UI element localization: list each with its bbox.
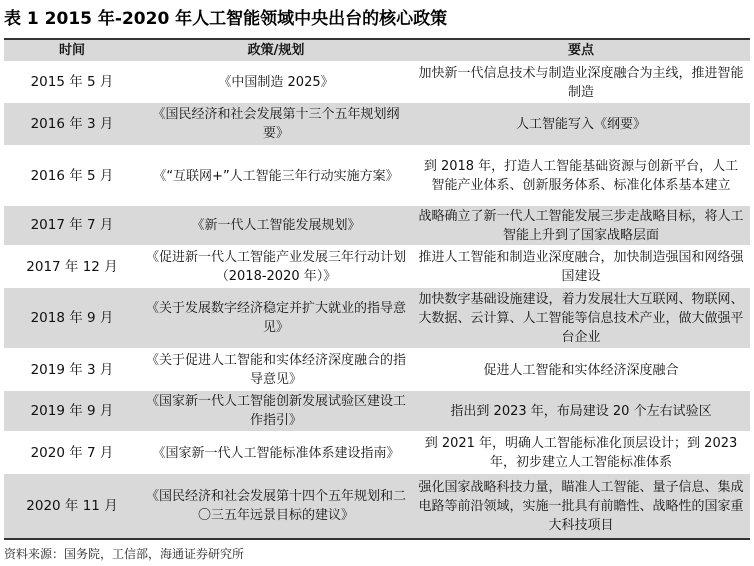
row-time: 2016 年 3 月 [30,115,114,132]
table-row [4,349,750,391]
table-row [4,246,750,288]
row-points: 加快新一代信息技术与制造业深度融合为主线，推进智能制造 [418,65,744,100]
row-policy: 《国民经济和社会发展第十三个五年规划纲要》 [152,107,400,141]
row-time: 2015 年 5 月 [30,74,114,90]
row-policy: 《“互联网+”人工智能三年行动实施方案》 [153,168,399,184]
row-points: 强化国家战略科技力量，瞄准人工智能、量子信息、集成电路等前沿领域，实施一批具有前瞻性、战略性的国家重大科技项目 [418,479,744,533]
table-row [4,146,750,206]
row-points: 促进人工智能和实体经济深度融合 [483,362,679,378]
row-points: 战略确立了新一代人工智能发展三步走战略目标，将人工智能上升到了国家战略层面 [418,208,744,243]
row-policy: 《国民经济和社会发展第十四个五年规划和二〇三五年远景目标的建议》 [146,489,407,523]
header-time: 时间 [58,43,85,58]
policy-table [4,38,750,540]
table-row [4,288,750,349]
row-time: 2020 年 11 月 [26,497,118,514]
row-time: 2018 年 9 月 [30,309,114,326]
table-row [4,62,750,103]
header-points: 要点 [567,43,594,58]
row-time: 2019 年 9 月 [30,402,114,419]
row-time: 2020 年 7 月 [30,444,114,461]
row-policy: 《国家新一代人工智能创新发展试验区建设工作指引》 [146,394,407,428]
row-policy: 《促进新一代人工智能产业发展三年行动计划（2018-2020 年）》 [146,250,407,284]
row-time: 2017 年 7 月 [30,217,114,233]
source-note: 资料来源：国务院，工信部，海通证券研究所 [4,547,245,561]
row-points: 加快数字基础设施建设，着力发展壮大互联网、物联网、大数据、云计算、人工智能等信息技术产业，做大做强平台企业 [418,291,744,345]
row-points: 到 2021 年，明确人工智能标准化顶层设计；到 2023 年，初步建立人工智能标准体系 [424,436,738,470]
row-points: 人工智能写入《纲要》 [515,116,646,132]
row-points: 指出到 2023 年，布局建设 20 个左右试验区 [450,403,712,419]
row-policy: 《关于促进人工智能和实体经济深度融合的指导意见》 [146,353,407,387]
row-time: 2019 年 3 月 [30,361,114,378]
row-policy: 《中国制造 2025》 [218,75,334,90]
row-time: 2016 年 5 月 [30,167,114,184]
header-policy: 政策/规划 [247,43,305,58]
table-header-row [4,40,750,62]
row-policy: 《关于发展数字经济稳定并扩大就业的指导意见》 [146,301,407,335]
table-row [4,391,750,432]
table-row [4,103,750,146]
row-policy: 《新一代人工智能发展规划》 [191,218,361,233]
table-title: 表 1 2015 年-2020 年人工智能领域中央出台的核心政策 [4,9,448,29]
table-row [4,206,750,246]
row-time: 2017 年 12 月 [26,258,118,275]
row-points: 推进人工智能和制造业深度融合，加快制造强国和网络强国建设 [418,250,744,284]
table-row [4,432,750,474]
table-row [4,474,750,538]
row-points: 到 2018 年，打造人工智能基础资源与创新平台，人工智能产业体系、创新服务体系、标准化体系基本建立 [423,159,739,193]
row-policy: 《国家新一代人工智能标准体系建设指南》 [152,445,400,461]
